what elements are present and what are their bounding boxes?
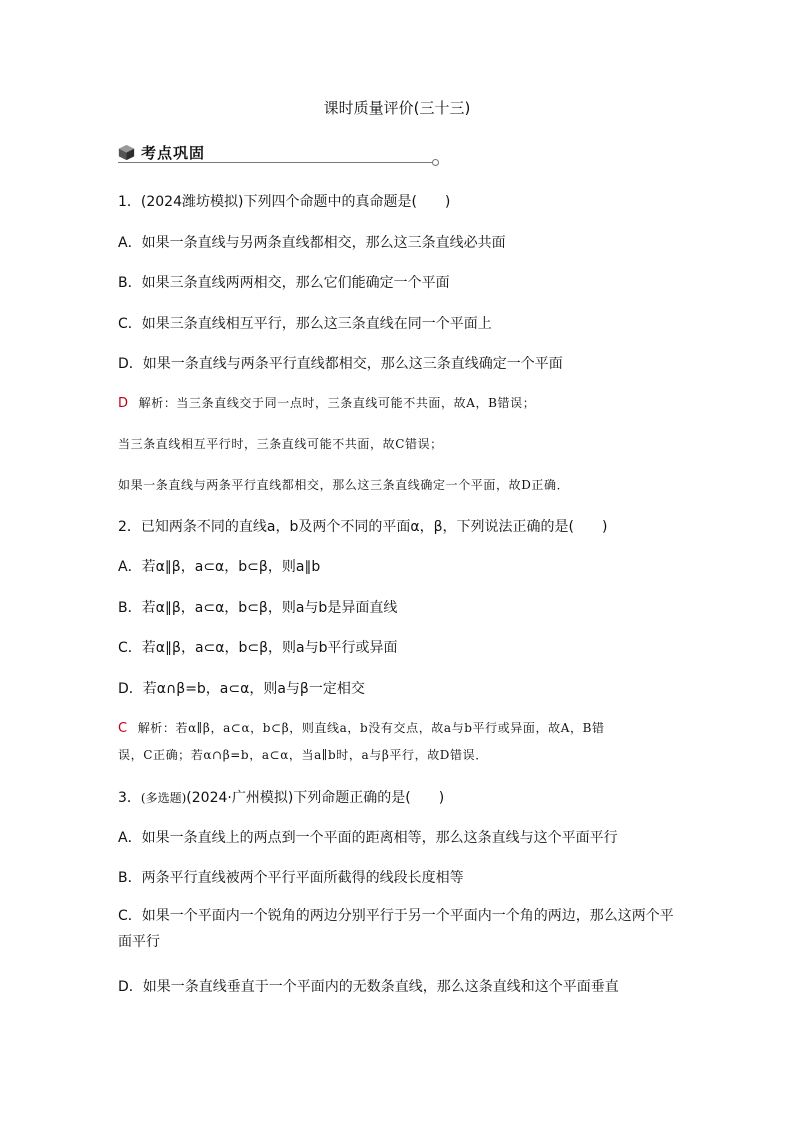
question-3-option-c: C．如果一个平面内一个锐角的两边分别平行于另一个平面内一个角的两边，那么这两个平面平行 [118, 908, 674, 950]
question-3-stem: 3．(多选题)(2024·广州模拟)下列命题正确的是( ) [118, 790, 445, 806]
question-2-analysis-line-2: 误，C正确；若α∩β=b，a⊂α，当a∥b时，a与β平行，故D错误． [118, 748, 488, 762]
question-3-option-d: D．如果一条直线垂直于一个平面内的无数条直线，那么这条直线和这个平面垂直 [118, 979, 619, 995]
question-1-stem: 1．(2024潍坊模拟)下列四个命题中的真命题是( ) [118, 194, 451, 210]
section-divider [118, 162, 434, 163]
question-1-option-b: B．如果三条直线两两相交，那么它们能确定一个平面 [118, 275, 450, 291]
page-title: 课时质量评价(三十三) [323, 99, 471, 117]
question-1-option-c: C．如果三条直线相互平行，那么这三条直线在同一个平面上 [118, 316, 492, 332]
divider-end-dot [432, 159, 439, 166]
answer-key: D [118, 396, 129, 411]
section-header [118, 142, 205, 163]
question-1-option-d: D．如果一条直线与两条平行直线都相交，那么这三条直线确定一个平面 [118, 356, 563, 372]
section-label: 考点巩固 [141, 144, 206, 162]
answer-key: C [118, 721, 128, 736]
question-2-option-c: C．若α∥β，a⊂α，b⊂β，则a与b平行或异面 [118, 640, 398, 656]
question-2-option-d: D．若α∩β=b，a⊂α，则a与β一定相交 [118, 681, 365, 697]
question-1-analysis-line-3: 如果一条直线与两条平行直线都相交，那么这三条直线确定一个平面，故D正确． [118, 478, 570, 492]
question-2-stem: 2．已知两条不同的直线a，b及两个不同的平面α，β，下列说法正确的是( ) [118, 519, 608, 535]
cube-icon [118, 144, 135, 161]
question-2-option-a: A．若α∥β，a⊂α，b⊂β，则a∥b [118, 559, 321, 575]
question-1-analysis-line-1: D 解析：当三条直线交于同一点时，三条直线可能不共面，故A，B错误； [118, 396, 536, 411]
question-3-option-b: B．两条平行直线被两个平行平面所截得的线段长度相等 [118, 870, 464, 886]
question-1-analysis-line-2: 当三条直线相互平行时，三条直线可能不共面，故C错误； [118, 437, 443, 451]
question-2-analysis-line-1: C 解析：若α∥β，a⊂α，b⊂β，则直线a，b没有交点，故a与b平行或异面，故A，B错 [118, 721, 605, 736]
question-2-option-b: B．若α∥β，a⊂α，b⊂β，则a与b是异面直线 [118, 600, 398, 616]
question-1-option-a: A．如果一条直线与另两条直线都相交，那么这三条直线必共面 [118, 235, 506, 251]
question-type-tag: (多选题) [140, 791, 187, 805]
question-3-option-a: A．如果一条直线上的两点到一个平面的距离相等，那么这条直线与这个平面平行 [118, 830, 618, 846]
